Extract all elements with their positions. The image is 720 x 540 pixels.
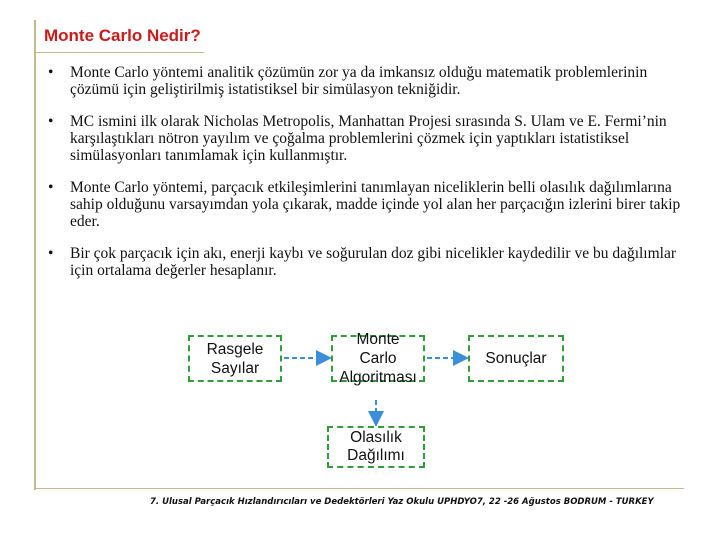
bullet-text: Monte Carlo yöntemi, parçacık etkileşimlerini tanımlayan niceliklerin belli olasılık dağılımlarına sahip olduğunu varsayımdan yola çıkarak, madde içinde yol alan her parçacığın izlerini birer takip eder.: [70, 179, 681, 230]
box-results: [468, 335, 564, 382]
bullet-text: MC ismini ilk olarak Nicholas Metropolis, Manhattan Projesi sırasında S. Ulam ve E. Fermi’nin karşılaştıkları nötron yayılım ve çoğalma problemlerini çözmek için yaptıkları istatistiksel simülasyonları tanımlamak için kullanmıştır.: [70, 113, 667, 164]
slide-title: Monte Carlo Nedir?: [44, 26, 201, 45]
box-random-numbers: [188, 335, 282, 382]
box-monte-carlo-algorithm-label: Monte Carlo Algoritması: [339, 331, 417, 386]
box-results-label: Sonuçlar: [485, 350, 547, 367]
box-probability-distribution-label: Olasılık Dağılımı: [347, 429, 405, 464]
frame-left-line: [34, 20, 36, 490]
bullet-text: Monte Carlo yöntemi analitik çözümün zor ya da imkansız olduğu matematik problemlerinin çözümü için geliştirilmiş istatistiksel bir simülasyon tekniğidir.: [70, 64, 648, 98]
bullet-text: Bir çok parçacık için akı, enerji kaybı ve soğurulan doz gibi nicelikler kaydedilir ve bu dağılımlar için ortalama değerler hesaplanır.: [70, 245, 677, 279]
bullet-icon: •: [48, 245, 54, 262]
box-random-numbers-label: Rasgele Sayılar: [206, 340, 264, 377]
bullet-list: [48, 64, 684, 294]
bullet-icon: •: [48, 64, 54, 81]
box-probability-distribution: [327, 426, 425, 468]
slide-footer: 7. Ulusal Parçacık Hızlandırıcıları ve Dedektörleri Yaz Okulu UPHDYO7, 22 -26 Ağustos BODRUM - TURKEY: [150, 497, 654, 507]
frame-bottom-line: [34, 488, 684, 489]
bullet-item: [48, 245, 684, 279]
bullet-item: [48, 64, 684, 98]
bullet-icon: •: [48, 179, 54, 196]
bullet-item: [48, 179, 684, 230]
frame-title-underline: [34, 52, 204, 53]
bullet-icon: •: [48, 113, 54, 130]
box-monte-carlo-algorithm: [331, 331, 425, 386]
bullet-item: [48, 113, 684, 164]
